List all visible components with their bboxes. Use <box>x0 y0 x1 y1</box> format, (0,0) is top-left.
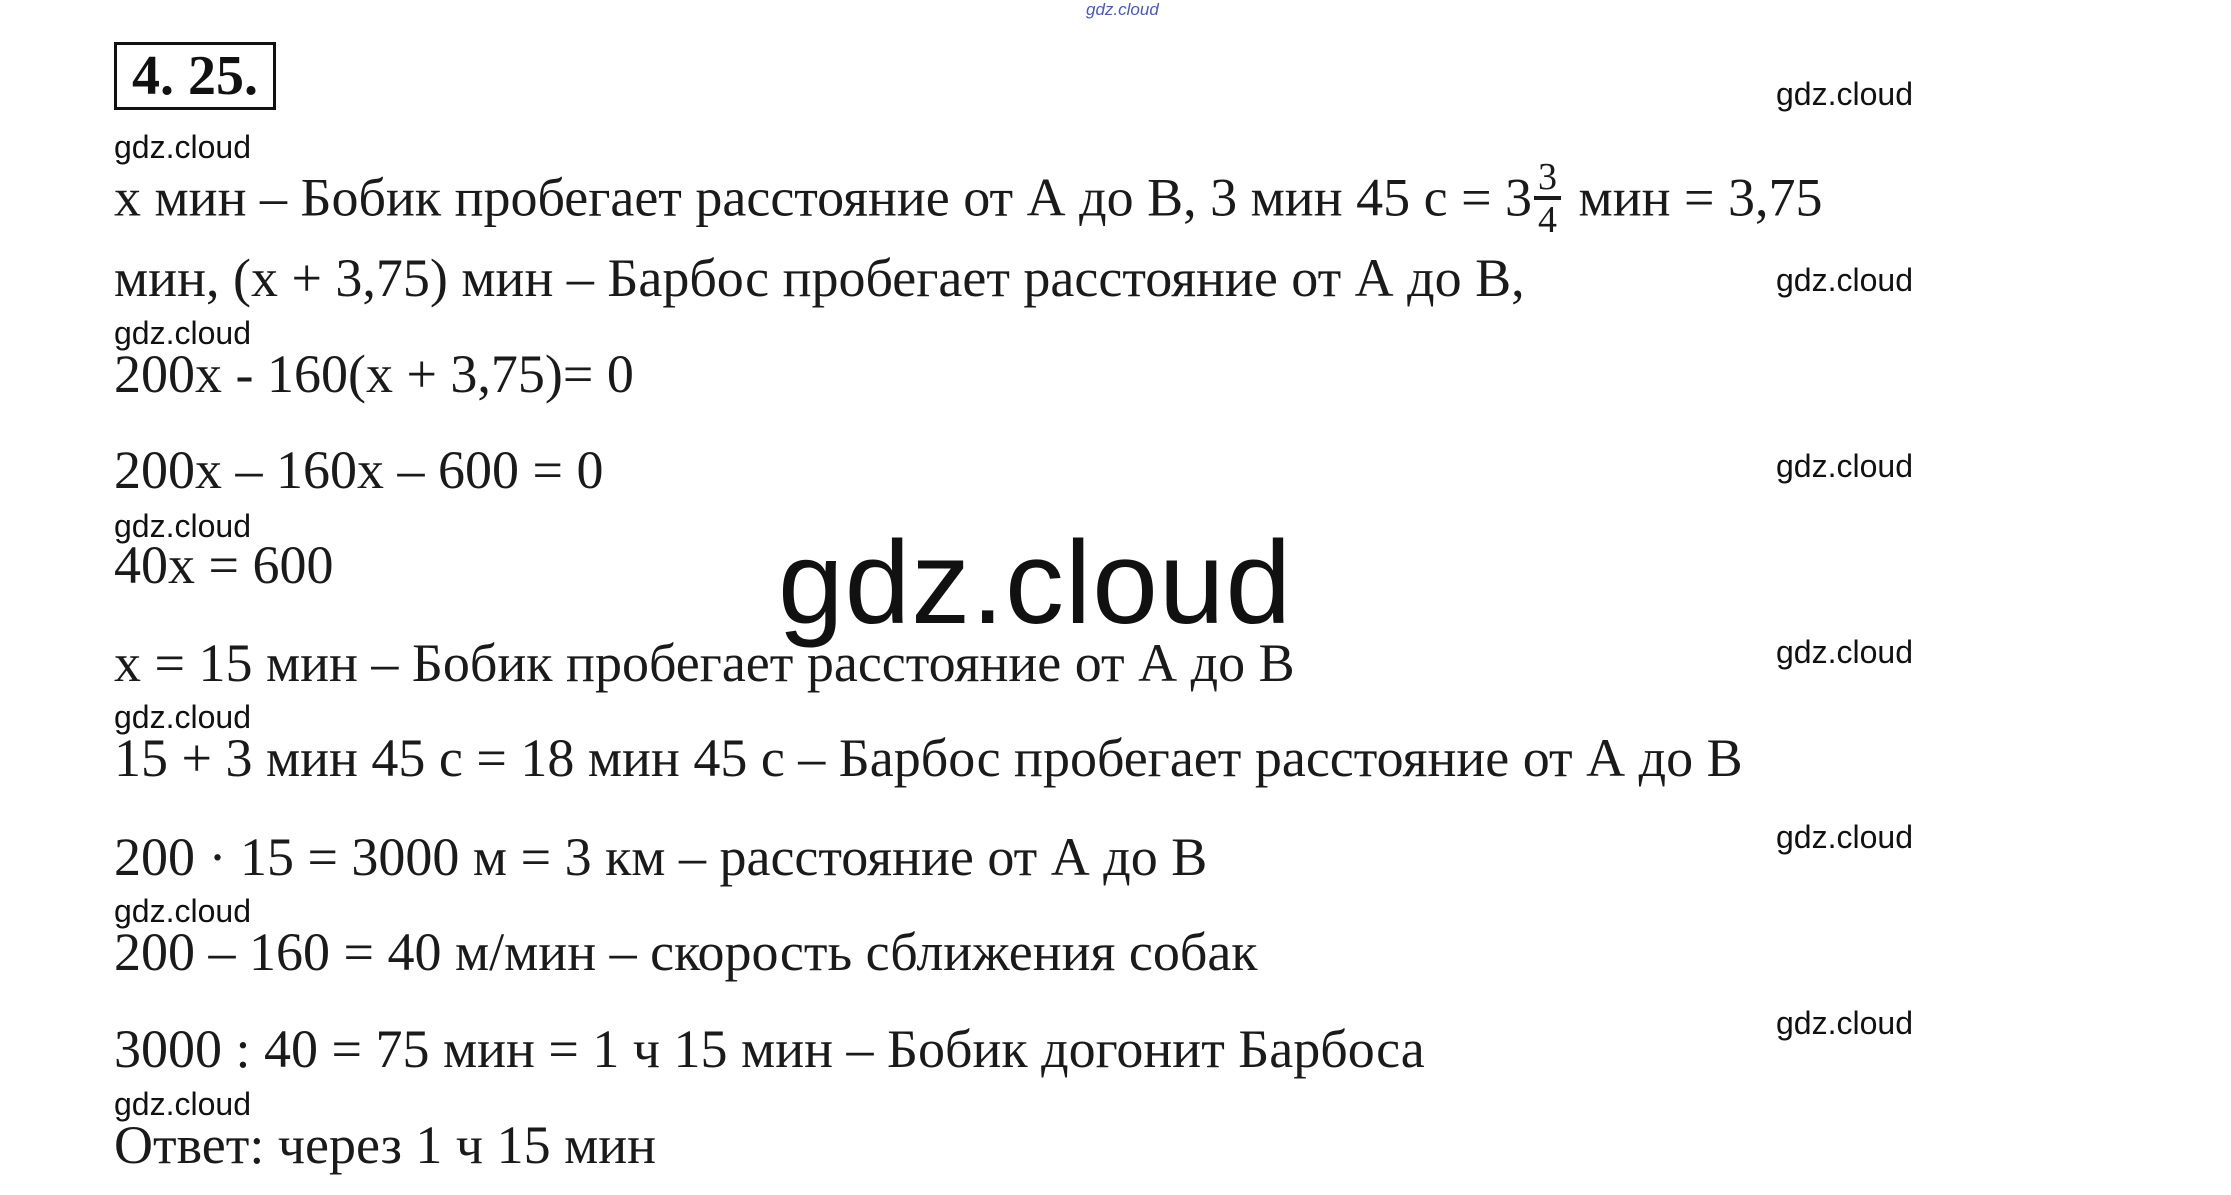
watermark-right: gdz.cloud <box>1776 448 1913 484</box>
answer-line: Ответ: через 1 ч 15 мин <box>114 1115 657 1175</box>
solution-line-1 <box>114 156 1823 244</box>
solution-line-7: 15 + 3 мин 45 с = 18 мин 45 с – Барбос пробегает расстояние от А до В <box>114 728 1743 788</box>
line-1-text: x мин – Бобик пробегает расстояние от А до В, 3 мин 45 с = 3 <box>114 167 1533 228</box>
top-watermark: gdz.cloud <box>1086 0 1159 19</box>
watermark-left: gdz.cloud <box>114 1086 251 1122</box>
fraction-numerator: 3 <box>1534 158 1561 200</box>
watermark-right: gdz.cloud <box>1776 76 1913 112</box>
problem-number: 4. 25. <box>114 42 276 110</box>
watermark-left: gdz.cloud <box>114 508 251 544</box>
solution-line-2: мин, (x + 3,75) мин – Барбос пробегает расстояние от А до В, <box>114 248 1525 308</box>
watermark-right: gdz.cloud <box>1776 634 1913 670</box>
solution-line-8: 200 · 15 = 3000 м = 3 км – расстояние от А до В <box>114 827 1208 887</box>
line-1-text-end: мин = 3,75 <box>1578 167 1823 228</box>
solution-line-4: 200x – 160x – 600 = 0 <box>114 440 604 500</box>
solution-line-5: 40x = 600 <box>114 535 334 595</box>
fraction-three-quarters <box>1534 158 1561 240</box>
solution-line-3: 200x - 160(x + 3,75)= 0 <box>114 344 634 404</box>
solution-line-10: 3000 : 40 = 75 мин = 1 ч 15 мин – Бобик догонит Барбоса <box>114 1019 1425 1079</box>
watermark-right: gdz.cloud <box>1776 262 1913 298</box>
watermark-left: gdz.cloud <box>114 699 251 735</box>
solution-line-6: x = 15 мин – Бобик пробегает расстояние от А до В <box>114 633 1295 693</box>
watermark-left: gdz.cloud <box>114 129 251 165</box>
center-watermark: gdz.cloud <box>778 517 1293 649</box>
fraction-denominator: 4 <box>1538 199 1558 241</box>
watermark-left: gdz.cloud <box>114 893 251 929</box>
watermark-right: gdz.cloud <box>1776 1005 1913 1041</box>
solution-line-9: 200 – 160 = 40 м/мин – скорость сближения собак <box>114 922 1258 982</box>
watermark-right: gdz.cloud <box>1776 819 1913 855</box>
watermark-left: gdz.cloud <box>114 315 251 351</box>
